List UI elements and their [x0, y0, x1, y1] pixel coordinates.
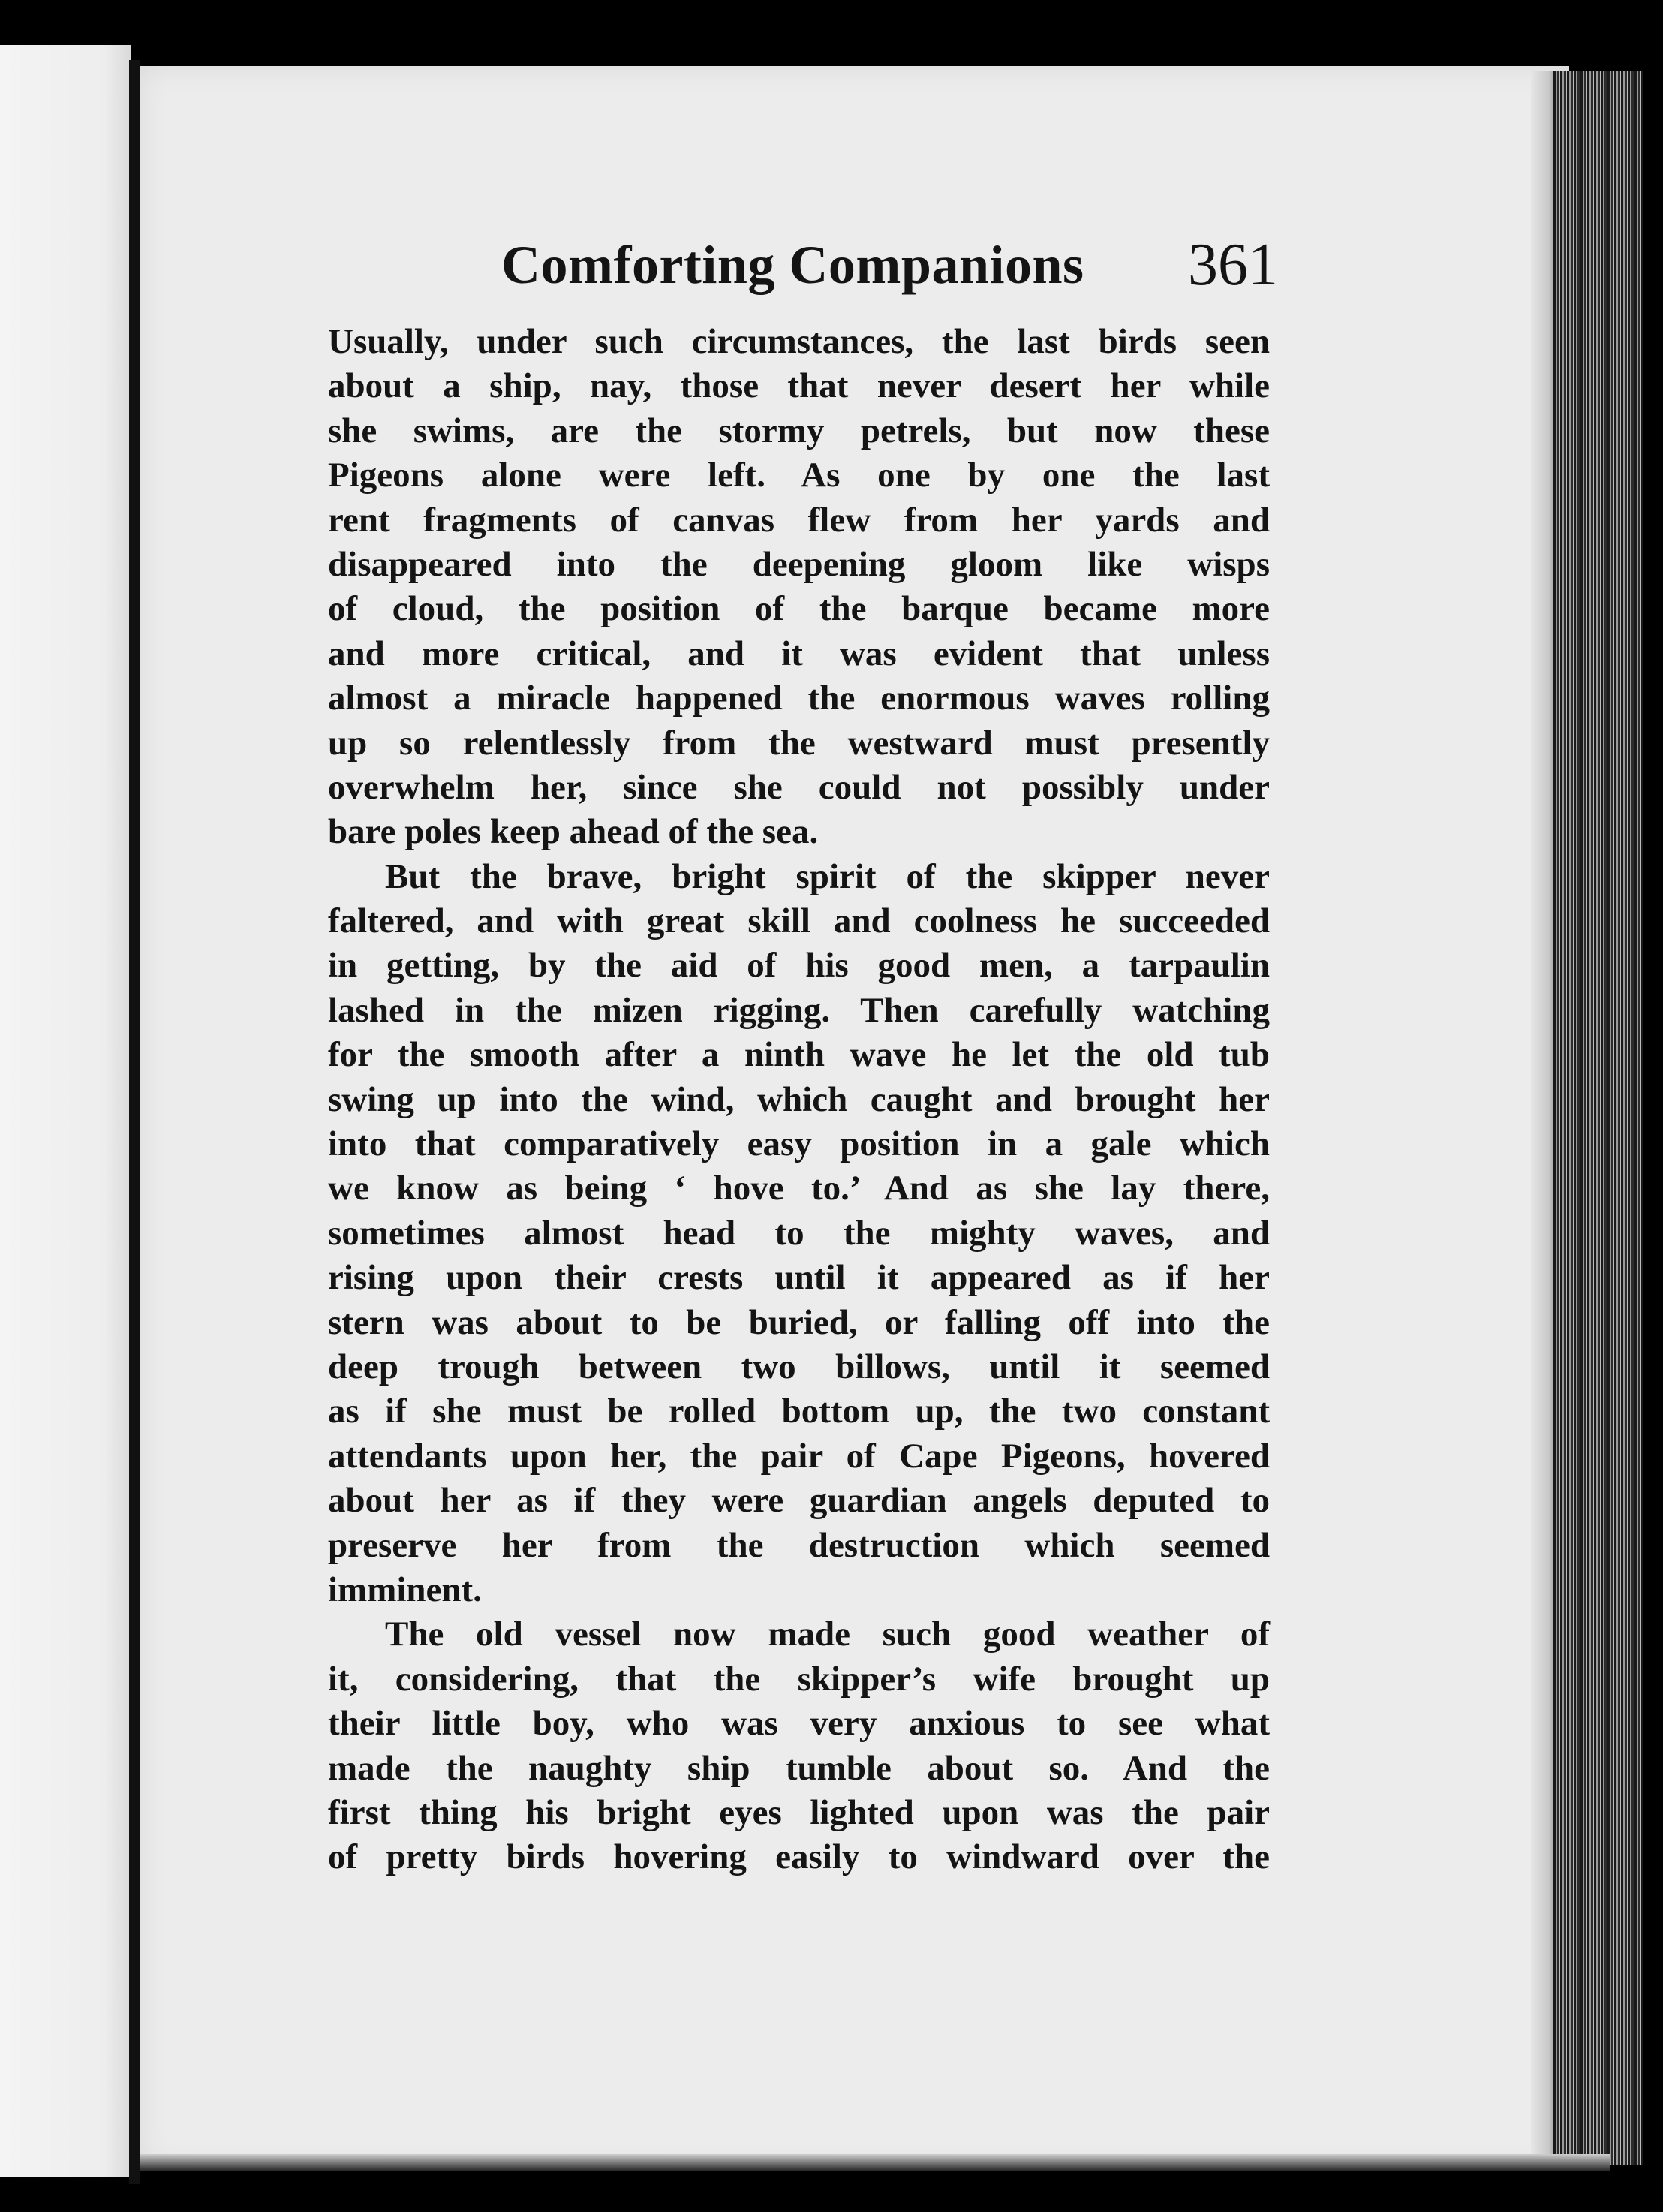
text-line: their little boy, who was very anxious to see what — [328, 1704, 1270, 1744]
page-stack-edges — [1553, 71, 1643, 2165]
text-line: up so relentlessly from the westward must presently — [328, 723, 1270, 763]
text-line: into that comparatively easy position in a gale which — [328, 1124, 1270, 1164]
body-text — [328, 320, 1270, 1880]
text-line: almost a miracle happened the enormous waves rolling — [328, 679, 1270, 718]
page-number: 361 — [1188, 232, 1278, 298]
paragraph-start-line: But the brave, bright spirit of the skipper never — [385, 856, 1270, 896]
book-gutter — [129, 60, 140, 2184]
text-line: made the naughty ship tumble about so. And the — [328, 1748, 1270, 1788]
text-line: of cloud, the position of the barque became more — [328, 589, 1270, 629]
text-line: deep trough between two billows, until it seemed — [328, 1347, 1270, 1386]
text-line: Pigeons alone were left. As one by one the last — [328, 456, 1270, 495]
text-line: Usually, under such circumstances, the last birds seen — [328, 322, 1270, 361]
text-line: as if she must be rolled bottom up, the two constant — [328, 1392, 1270, 1431]
text-line: attendants upon her, the pair of Cape Pigeons, hovered — [328, 1436, 1270, 1476]
text-line: about a ship, nay, those that never desert her while — [328, 366, 1270, 406]
text-line: faltered, and with great skill and coolness he succeeded — [328, 901, 1270, 941]
running-header — [501, 224, 1278, 306]
facing-page-edge — [0, 45, 131, 2177]
text-line: rising upon their crests until it appeared as if her — [328, 1258, 1270, 1298]
text-line: about her as if they were guardian angels deputed to — [328, 1481, 1270, 1521]
text-line: it, considering, that the skipper’s wife brought up — [328, 1659, 1270, 1699]
bottom-page-edge — [140, 2154, 1610, 2171]
text-line: for the smooth after a ninth wave he let the old tub — [328, 1035, 1270, 1075]
text-line: overwhelm her, since she could not possibly under — [328, 767, 1270, 807]
text-line: of pretty birds hovering easily to windward over the — [328, 1837, 1270, 1877]
text-line: in getting, by the aid of his good men, a tarpaulin — [328, 946, 1270, 986]
text-line: rent fragments of canvas flew from her yards and — [328, 500, 1270, 540]
text-line: preserve her from the destruction which seemed — [328, 1525, 1270, 1565]
text-line: disappeared into the deepening gloom like wisps — [328, 544, 1270, 584]
text-line: first thing his bright eyes lighted upon was the pair — [328, 1792, 1270, 1832]
paragraph-start-line: The old vessel now made such good weather of — [385, 1615, 1270, 1654]
text-line: sometimes almost head to the mighty waves, and — [328, 1213, 1270, 1253]
running-title: Comforting Companions — [501, 235, 1084, 295]
text-line: she swims, are the stormy petrels, but now these — [328, 411, 1270, 450]
text-line: we know as being ‘ hove to.’ And as she lay there, — [328, 1169, 1270, 1208]
text-line: lashed in the mizen rigging. Then carefully watching — [328, 990, 1270, 1030]
text-line: bare poles keep ahead of the sea. — [328, 812, 819, 852]
text-line: swing up into the wind, which caught and brought her — [328, 1079, 1270, 1119]
text-line: and more critical, and it was evident that unless — [328, 634, 1270, 673]
text-line: stern was about to be buried, or falling off into the — [328, 1302, 1270, 1342]
text-line: imminent. — [328, 1569, 482, 1609]
